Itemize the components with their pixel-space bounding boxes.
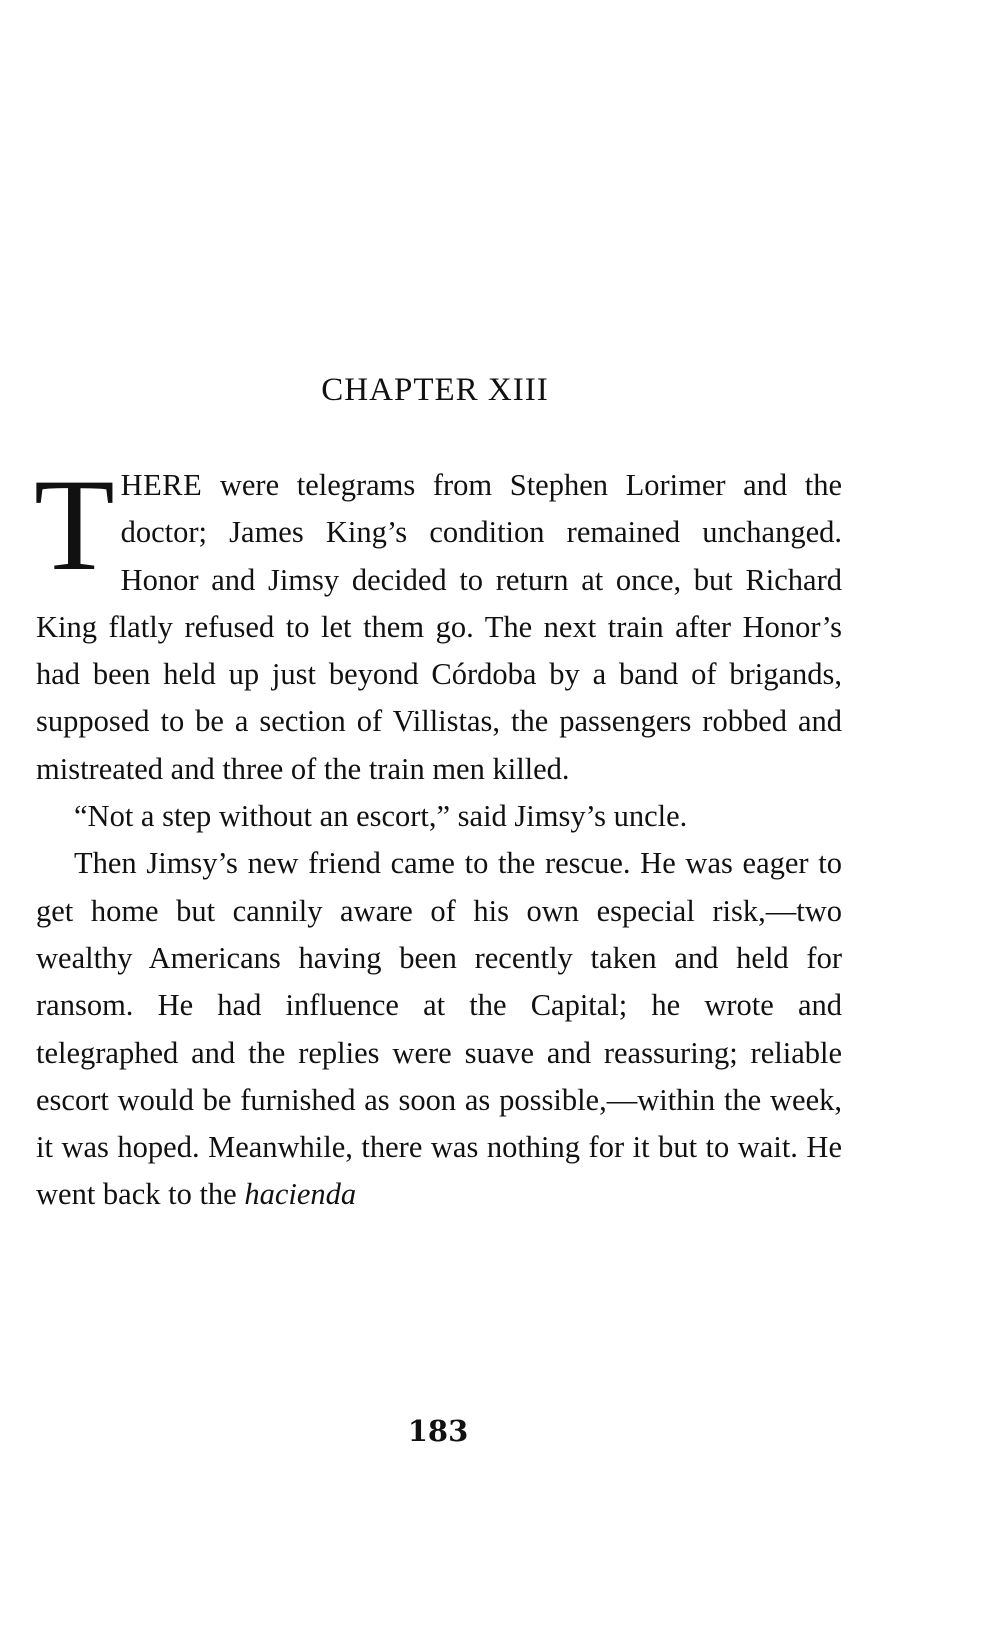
paragraph-3-text: Then Jimsy’s new friend came to the rescue. He was eager to get home but cannily aware of his own especial risk,—two wealthy Americans having been recently taken and held for ransom. He had influence at the Capital; he wrote and telegraphed and the replies were suave and reassuring; reliable escort would be furnished as soon as possible,—within the week, it was hoped. Meanwhile, there was nothing for it but to wait. He went back to the [36,846,842,1212]
drop-cap: T [34,451,115,598]
chapter-title: CHAPTER XIII [321,372,549,408]
lead-word: HERE [120,468,203,502]
paragraph-3-italic: hacienda [244,1177,357,1212]
paragraph-2-text: “Not a step without an escort,” said Jimsy’s uncle. [74,799,688,834]
body-text [34,451,842,1219]
paragraph-3 [36,840,842,1218]
paragraph-2 [36,793,842,840]
paragraph-1 [34,451,842,793]
page-number: 183 [407,1414,469,1448]
paragraph-1-text: were telegrams from Stephen Lorimer and the doctor; James King’s condition remained unchanged. Honor and Jimsy decided to return at once, but Richard King flatly refused to let them go. The next train after Honor’s had been held up just beyond Córdoba by a band of brigands, supposed to be a section of Villistas, the passengers robbed and mistreated and three of the train men killed. [36,468,842,786]
